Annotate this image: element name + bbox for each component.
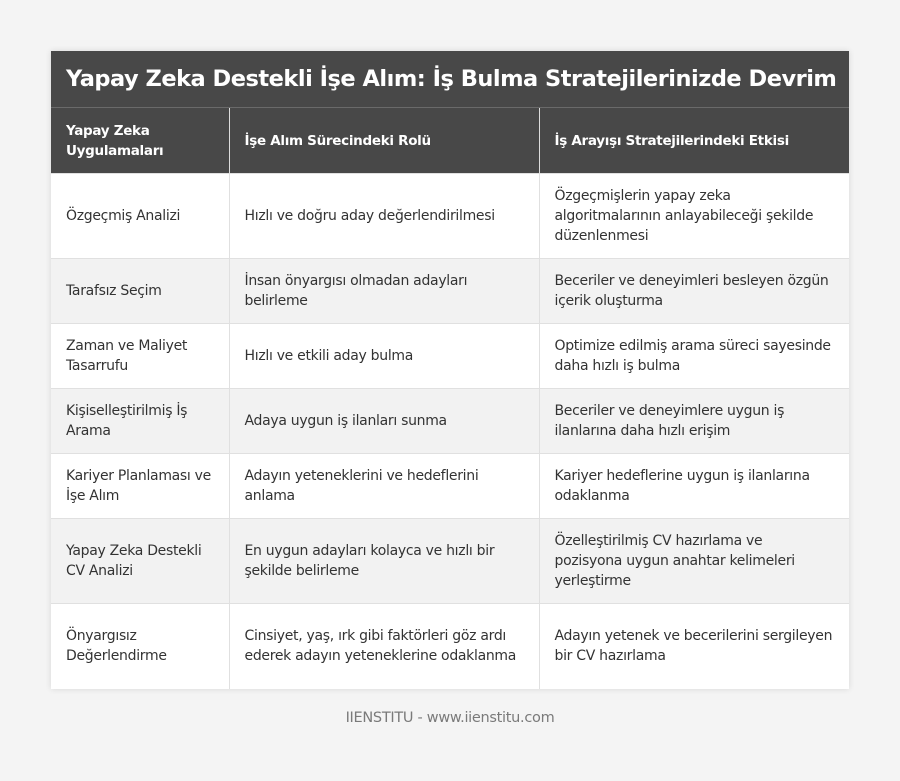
table-title: Yapay Zeka Destekli İşe Alım: İş Bulma Stratejilerinizde Devrim: [51, 51, 849, 108]
cell-impact: Optimize edilmiş arama süreci sayesinde daha hızlı iş bulma: [539, 324, 849, 389]
table-row: [51, 389, 849, 454]
table-row: [51, 604, 849, 689]
header-row: [51, 108, 849, 174]
cell-impact: Kariyer hedeflerine uygun iş ilanlarına odaklanma: [539, 454, 849, 519]
cell-role: Adaya uygun iş ilanları sunma: [229, 389, 539, 454]
cell-role: Cinsiyet, yaş, ırk gibi faktörleri göz ardı ederek adayın yeteneklerine odaklanma: [229, 604, 539, 689]
cell-impact: Özelleştirilmiş CV hazırlama ve pozisyona uygun anahtar kelimeleri yerleştirme: [539, 519, 849, 604]
cell-impact: Özgeçmişlerin yapay zeka algoritmalarının anlayabileceği şekilde düzenlenmesi: [539, 174, 849, 259]
cell-role: Hızlı ve etkili aday bulma: [229, 324, 539, 389]
cell-application: Önyargısız Değerlendirme: [51, 604, 229, 689]
table-row: [51, 519, 849, 604]
comparison-table-card: [51, 51, 849, 689]
cell-impact: Beceriler ve deneyimlere uygun iş ilanlarına daha hızlı erişim: [539, 389, 849, 454]
column-header-impact: İş Arayışı Stratejilerindeki Etkisi: [539, 108, 849, 174]
cell-application: Zaman ve Maliyet Tasarrufu: [51, 324, 229, 389]
cell-role: En uygun adayları kolayca ve hızlı bir şekilde belirleme: [229, 519, 539, 604]
table-row: [51, 174, 849, 259]
cell-application: Yapay Zeka Destekli CV Analizi: [51, 519, 229, 604]
cell-application: Özgeçmiş Analizi: [51, 174, 229, 259]
comparison-table: [51, 108, 849, 689]
table-row: [51, 324, 849, 389]
cell-impact: Beceriler ve deneyimleri besleyen özgün içerik oluşturma: [539, 259, 849, 324]
column-header-applications: Yapay Zeka Uygulamaları: [51, 108, 229, 174]
cell-role: İnsan önyargısı olmadan adayları belirleme: [229, 259, 539, 324]
cell-application: Kişiselleştirilmiş İş Arama: [51, 389, 229, 454]
cell-role: Hızlı ve doğru aday değerlendirilmesi: [229, 174, 539, 259]
cell-application: Tarafsız Seçim: [51, 259, 229, 324]
table-row: [51, 454, 849, 519]
footer-credit: IIENSTITU - www.iienstitu.com: [345, 710, 555, 726]
cell-role: Adayın yeteneklerini ve hedeflerini anlama: [229, 454, 539, 519]
column-header-role: İşe Alım Sürecindeki Rolü: [229, 108, 539, 174]
cell-impact: Adayın yetenek ve becerilerini sergileyen bir CV hazırlama: [539, 604, 849, 689]
table-row: [51, 259, 849, 324]
cell-application: Kariyer Planlaması ve İşe Alım: [51, 454, 229, 519]
